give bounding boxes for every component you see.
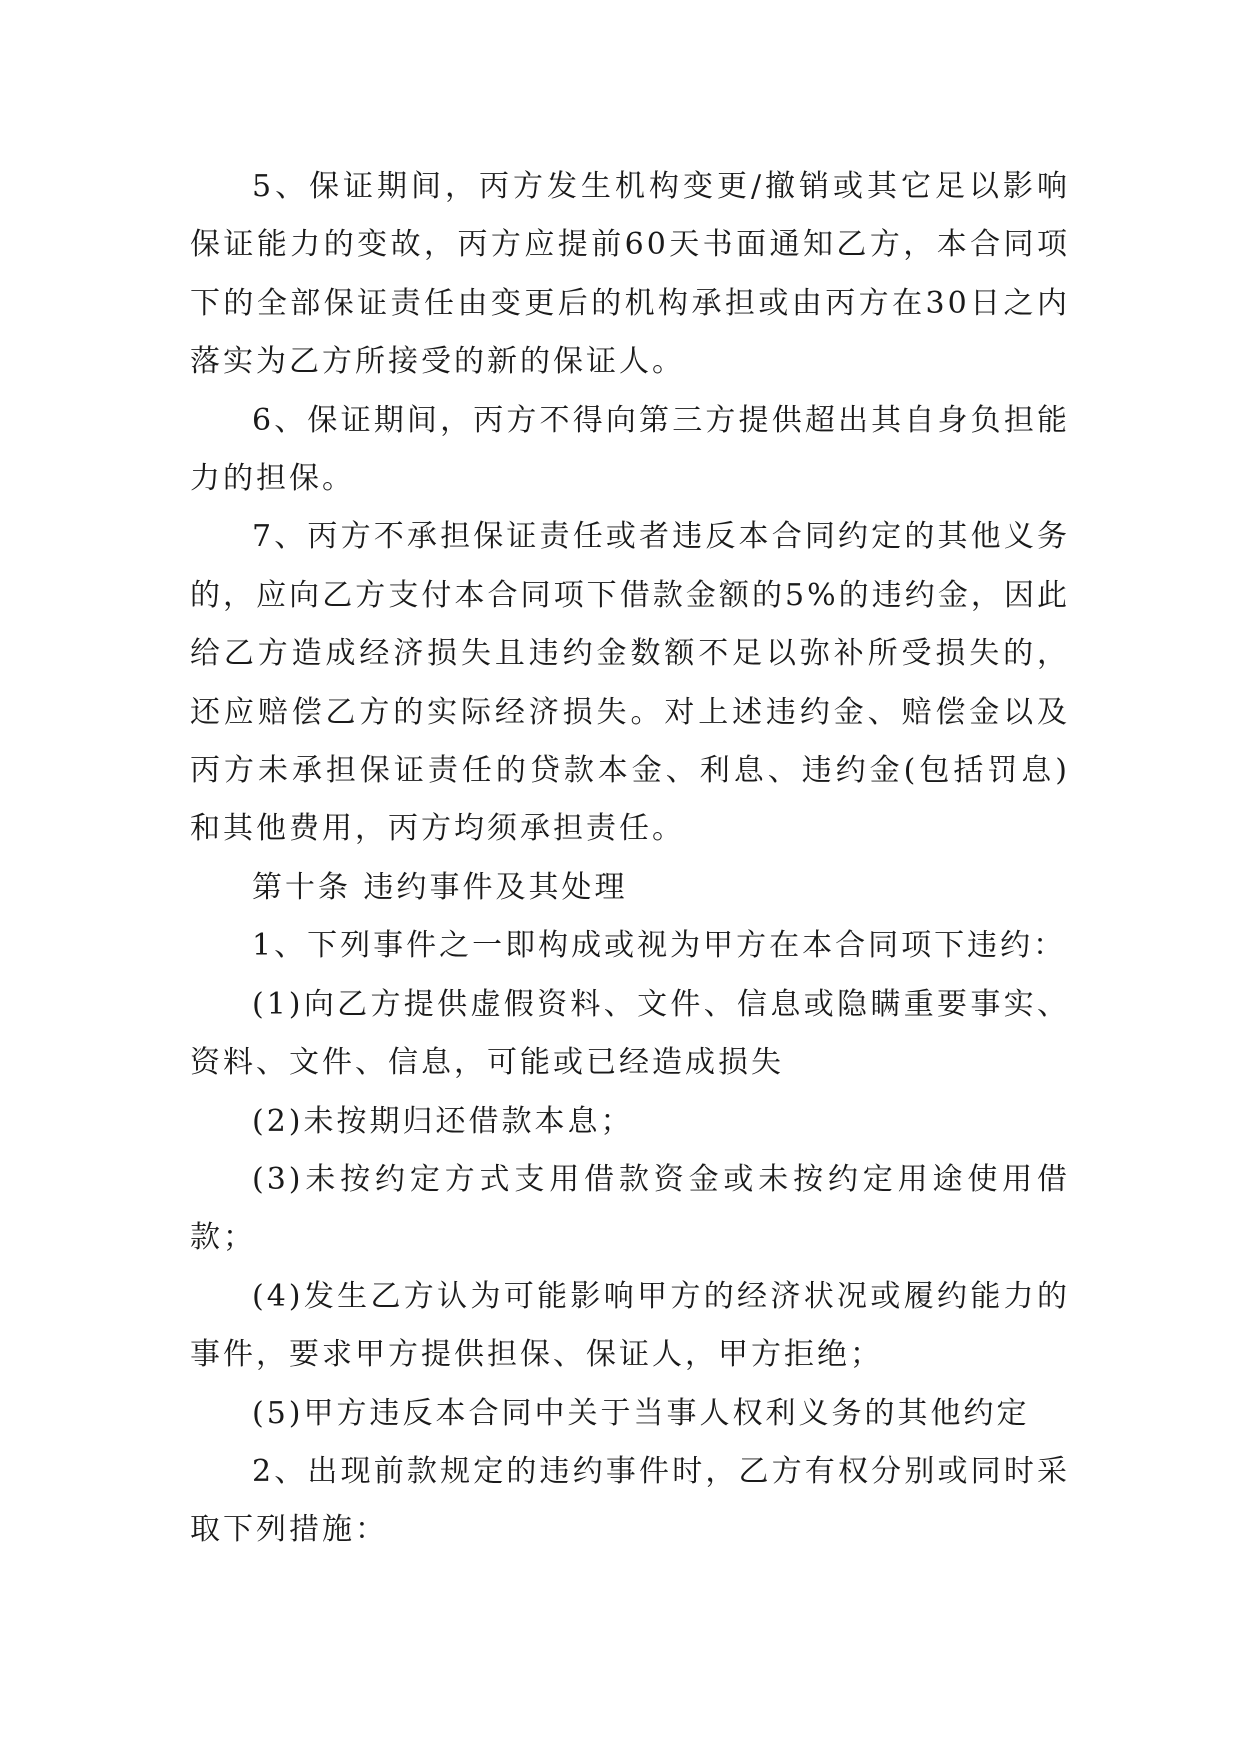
paragraph-clause-6: 6、保证期间，丙方不得向第三方提供超出其自身负担能力的担保。 [190, 402, 1070, 497]
paragraph-clause-5: 5、保证期间，丙方发生机构变更/撤销或其它足以影响保证能力的变故，丙方应提前60天书面通知乙方，本合同项下的全部保证责任由变更后的机构承担或由丙方在30日之内落实为乙方所接受的新的保证人。 [190, 169, 1070, 380]
list-item-1: (1)向乙方提供虚假资料、文件、信息或隐瞒重要事实、资料、文件、信息，可能或已经造成损失 [190, 986, 1070, 1081]
list-item-4: (4)发生乙方认为可能影响甲方的经济状况或履约能力的事件，要求甲方提供担保、保证人，甲方拒绝； [190, 1278, 1070, 1373]
document-body [190, 158, 1070, 1560]
paragraph-default-events: 1、下列事件之一即构成或视为甲方在本合同项下违约： [252, 928, 1067, 964]
list-item-5: (5)甲方违反本合同中关于当事人权利义务的其他约定 [252, 1395, 1030, 1431]
paragraph-measures: 2、出现前款规定的违约事件时，乙方有权分别或同时采取下列措施： [190, 1453, 1070, 1548]
list-item-3: (3)未按约定方式支用借款资金或未按约定用途使用借款； [190, 1161, 1070, 1256]
paragraph-clause-7: 7、丙方不承担保证责任或者违反本合同约定的其他义务的，应向乙方支付本合同项下借款金额的5%的违约金，因此给乙方造成经济损失且违约金数额不足以弥补所受损失的，还应赔偿乙方的实际经济损失。对上述违约金、赔偿金以及丙方未承担保证责任的贷款本金、利息、违约金(包括罚息)和其他费用，丙方均须承担责任。 [190, 519, 1070, 847]
list-item-2: (2)未按期归还借款本息； [252, 1103, 634, 1139]
article-heading: 第十条 违约事件及其处理 [252, 869, 628, 905]
